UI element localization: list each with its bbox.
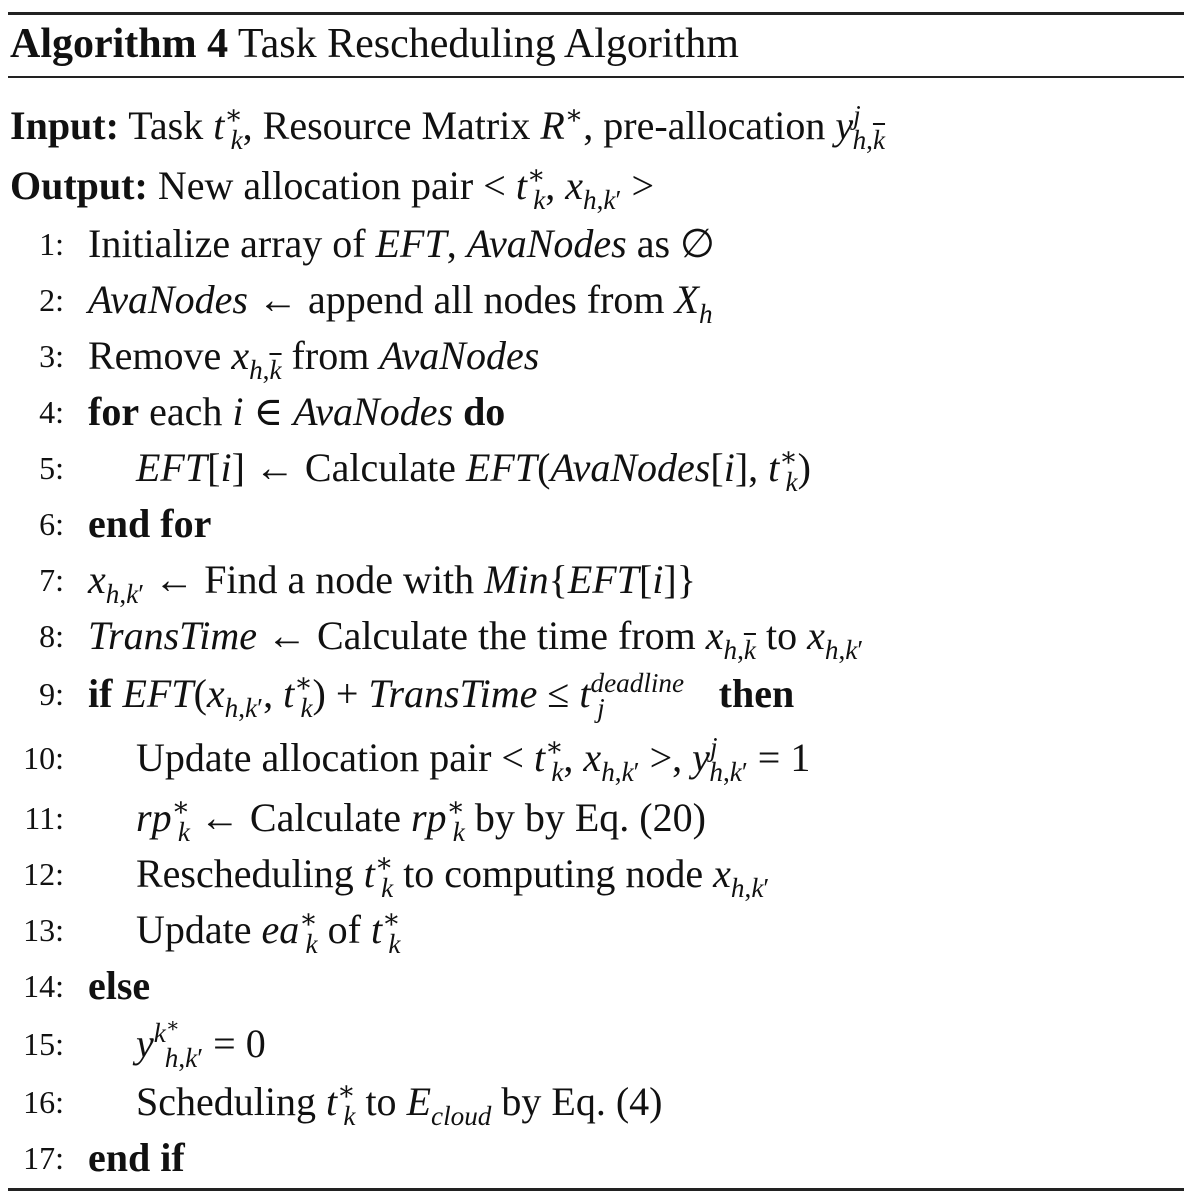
- output-label: Output:: [10, 163, 148, 208]
- step-text: Update allocation pair < $t^∗_k$, $x_{h,k'}$ >, $y^j_{h,k'} = 1$: [136, 732, 811, 787]
- line-number: 6:: [39, 506, 64, 542]
- line-number: 10:: [23, 740, 64, 776]
- step-text: EFT[i] ← Calculate EFT(AvaNodes[i], $t^∗_k$): [136, 442, 811, 497]
- step-text: AvaNodes ← append all nodes from $X_h$: [88, 277, 713, 329]
- line-number: 11:: [24, 800, 64, 836]
- line-number: 14:: [23, 968, 64, 1004]
- step-text: TransTime ← Calculate the time from $x_{h,\overline{k}}$ to $x_{h,k'}$: [88, 613, 864, 665]
- line-number: 4:: [39, 394, 64, 430]
- step-text: end for: [88, 501, 212, 546]
- line-number: 8:: [39, 618, 64, 654]
- output-text: Output: New allocation pair < $t^∗_k$, $x_{h,k'}$ >: [10, 160, 655, 215]
- top-rule: [8, 12, 1184, 15]
- step-text: $y^{k^∗}_{h,k'} = 0$: [136, 1014, 266, 1073]
- input-text: Input: Task $t^∗_k$, Resource Matrix R∗, pre-allocation $y^j_{h,\overline{k}}$: [10, 100, 886, 155]
- step-text: for each i ∈ AvaNodes do: [88, 389, 506, 434]
- step-text: end if: [88, 1135, 185, 1180]
- step-text: $rp^∗_k$ ← Calculate $rp^∗_k$ by by Eq. (20): [136, 792, 706, 847]
- line-number: 15:: [23, 1026, 64, 1062]
- step-text: Rescheduling $t^∗_k$ to computing node $x_{h,k'}$: [136, 848, 770, 903]
- line-number: 5:: [39, 450, 64, 486]
- line-number: 1:: [39, 226, 64, 262]
- step-text: Remove $x_{h,\overline{k}}$ from AvaNodes: [88, 333, 540, 385]
- step-text: Initialize array of EFT, AvaNodes as ∅: [88, 221, 715, 266]
- line-number: 7:: [39, 562, 64, 598]
- line-number: 2:: [39, 282, 64, 318]
- bottom-rule: [8, 1188, 1184, 1191]
- line-number: 9:: [39, 676, 64, 712]
- algorithm-name: Task Rescheduling Algorithm: [237, 21, 739, 67]
- step-text: $x_{h,k'}$ ← Find a node with Min{EFT[i]}: [88, 557, 696, 609]
- step-text: Update $ea^∗_k$ of $t^∗_k$: [136, 904, 401, 959]
- line-number: 3:: [39, 338, 64, 374]
- line-number: 16:: [23, 1084, 64, 1120]
- line-number: 17:: [23, 1140, 64, 1176]
- header-rule: [8, 76, 1184, 78]
- input-label: Input:: [10, 103, 119, 148]
- algorithm-title: [10, 16, 739, 72]
- step-text: else: [88, 963, 151, 1008]
- step-text: Scheduling $t^∗_k$ to $E_{cloud}$ by Eq. (4): [136, 1076, 663, 1131]
- line-number: 12:: [23, 856, 64, 892]
- line-number: 13:: [23, 912, 64, 948]
- algorithm-label: Algorithm 4: [10, 21, 229, 67]
- step-text: if $EFT(x_{h,k'}$, $t^∗_k$) + TransTime ≤ $t^{deadline}_j$ then: [88, 668, 795, 723]
